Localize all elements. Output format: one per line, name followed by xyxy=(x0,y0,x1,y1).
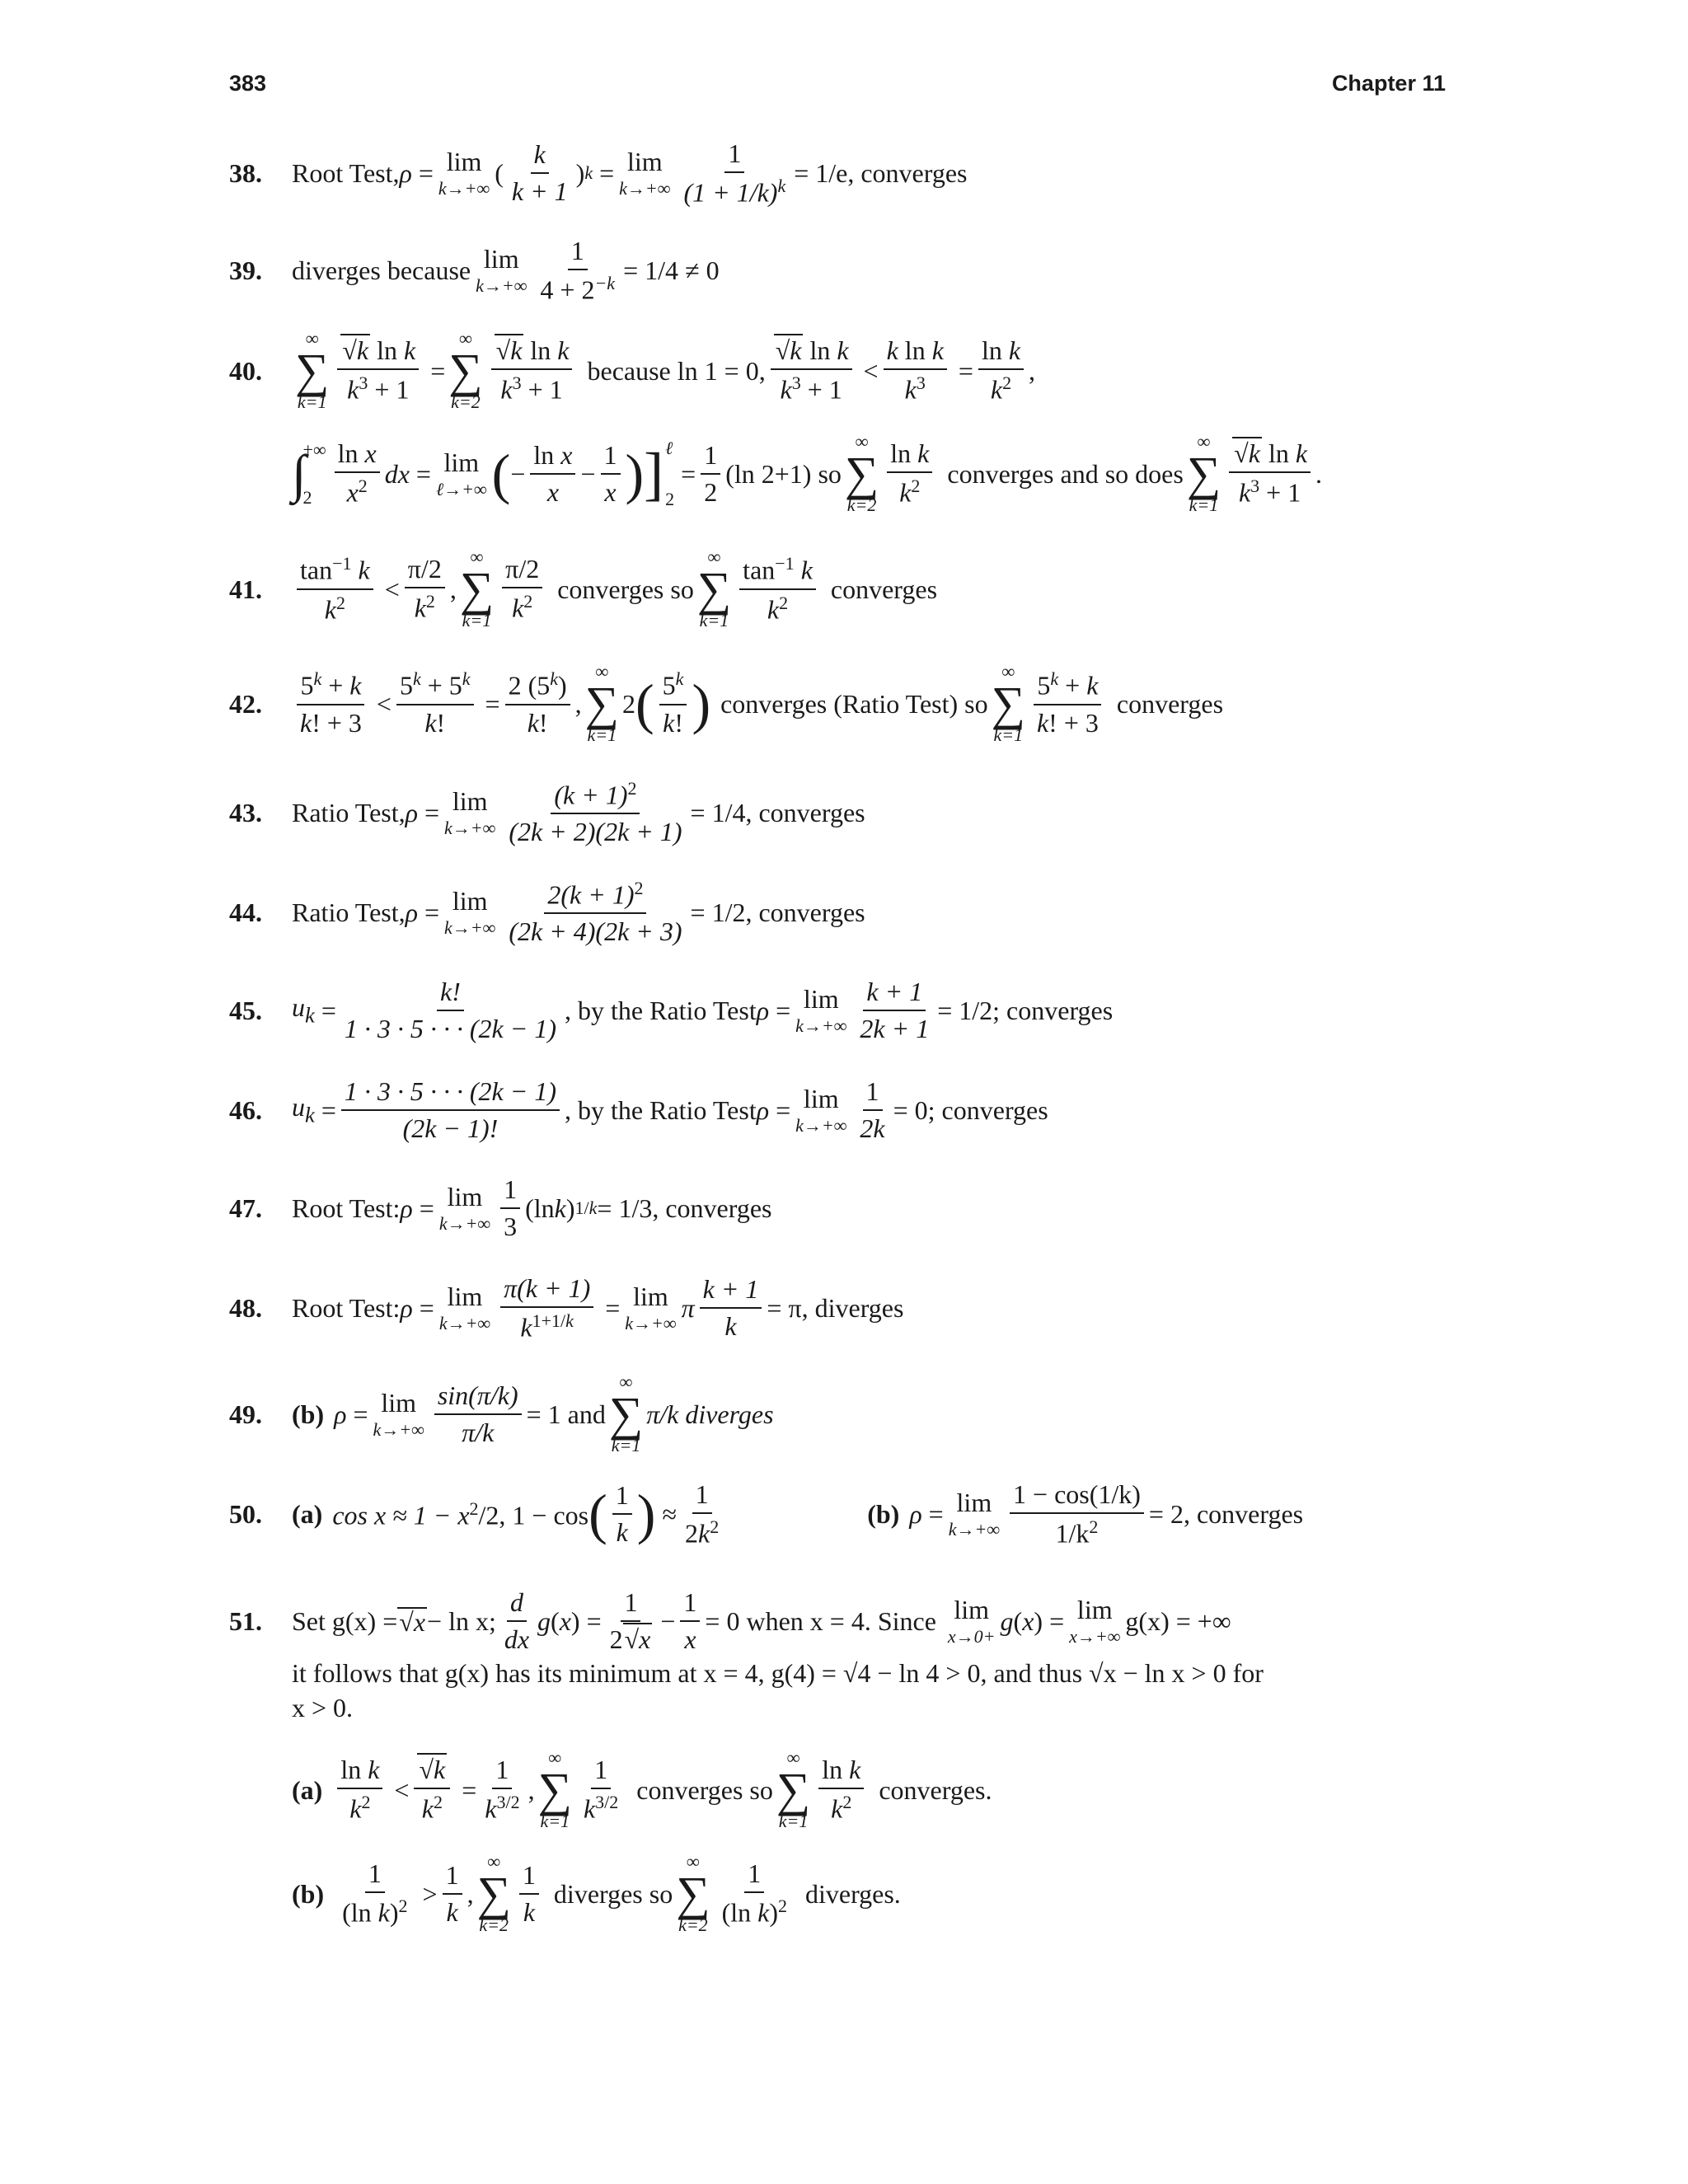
problem-number: 50. xyxy=(229,1499,262,1530)
problem-number: 44. xyxy=(229,898,262,928)
fraction: $\frac{k + 1}{k}$ xyxy=(700,1274,762,1342)
problem-44: 44. Ratio Test, ρ = lim k→+∞ $\frac{2(k + 1)^2}{(2k + 4)(2k + 3)}$ = 1/2, converges xyxy=(229,878,865,947)
fraction: $\frac{\pi(k + 1)}{k^{1+1/k}}$ xyxy=(500,1273,593,1343)
summation: ∞ ∑ k=1 xyxy=(991,661,1025,746)
limit-operator: lim k→+∞ xyxy=(476,244,528,297)
problem-text: Ratio Test, xyxy=(292,798,406,828)
problem-result: π/k diverges xyxy=(646,1399,774,1429)
problem-text: because ln 1 = 0, xyxy=(587,355,766,386)
page-number: 383 xyxy=(229,71,267,96)
problem-result: = π, diverges xyxy=(767,1293,904,1324)
problem-47: 47. Root Test: ρ = lim k→+∞ $\frac{1}{3}$ (ln k ) 1/k = 1/3, converges xyxy=(229,1174,772,1241)
summation: ∞ ∑ k=1 xyxy=(776,1747,811,1832)
problem-text: = 1 and xyxy=(526,1399,606,1429)
fraction: $\frac{1}{2k}$ xyxy=(860,1076,885,1143)
problem-number: 42. xyxy=(229,688,262,719)
part-label: (a) xyxy=(292,1774,323,1805)
problem-text: Root Test, xyxy=(292,158,400,189)
chapter-label: Chapter 11 xyxy=(1331,71,1446,96)
summation: ∞ ∑ k=1 xyxy=(295,328,330,413)
part-label: (a) xyxy=(292,1499,323,1530)
problem-45: 45. $u_k$ = $\frac{k!}{1 \cdot 3 \cdot 5 \cdot \cdot \cdot (2k - 1)}$ , by the Ratio Test ρ = lim k→+∞ $\frac{k + 1}{2k + 1}$ = 1/2; converges xyxy=(229,977,1114,1043)
fraction: $\frac{1}{(1 + 1/k)^k}$ xyxy=(683,138,786,208)
problem-text: Ratio Test, xyxy=(292,898,406,928)
problem-number: 40. xyxy=(229,355,262,386)
summation: ∞ ∑ k=1 xyxy=(1186,431,1221,516)
problem-51-line3: x > 0. xyxy=(292,1693,354,1722)
problem-number: 39. xyxy=(229,255,262,286)
problem-text: converges so xyxy=(557,574,694,604)
problem-result: = 1/4, converges xyxy=(690,798,865,828)
problem-number: 49. xyxy=(229,1399,262,1429)
problem-40-integral: ∫ +∞ 2 $\frac{\text{ln x}}{x^2}$ dx = lim ℓ→+∞ ( − $\frac{\text{ln x}}{x}$ − $\frac{1}{x}$ ) ] ℓ 2 = $\frac{1}{2}$ (ln 2+1) so ∞ ∑ k=2 $\frac{\text{ln k}}{k^2}$ converges and so does ∞ ∑ k=1 $\frac{\text{√k ln k}}{k^3 + 1}$ . xyxy=(292,431,1323,516)
fraction: $\frac{(k + 1)^2}{(2k + 2)(2k + 1)}$ xyxy=(509,778,682,847)
summation: ∞ ∑ k=1 xyxy=(584,661,620,746)
problem-result: = 0; converges xyxy=(893,1094,1048,1125)
problem-result: diverges. xyxy=(804,1878,901,1909)
problem-text: converges (Ratio Test) so xyxy=(720,688,988,719)
part-label: (b) xyxy=(292,1878,325,1909)
summation: ∞ ∑ k=2 xyxy=(448,328,483,413)
problem-50: 50. (a) $\cos x \approx 1 - x^2/2$, 1 − cos ( $\frac{1}{k}$ ) ≈ $\frac{1}{2k^2}$ (b) ρ = lim k→+∞ $\frac{1 - \cos(1/k)}{1/k^2}$ = 2, converges xyxy=(229,1479,1304,1549)
fraction: $\frac{k}{k + 1}$ xyxy=(511,139,568,207)
problem-51-part-a: (a) $\frac{\text{ln k}}{k^2}$ < $\frac{√k}{k^2}$ = $\frac{1}{k^{3/2}}$ , ∞ ∑ k=1 $\frac{1}{k^{3/2}}$ converges so ∞ ∑ k=1 $\frac{\text{ln k}}{k^2}$ converges. xyxy=(292,1747,992,1832)
problem-49: 49. (b) ρ = lim k→+∞ $\frac{\sin(\pi/k)}{\pi/k}$ = 1 and ∞ ∑ k=1 π/k diverges xyxy=(229,1371,774,1456)
problem-43: 43. Ratio Test, ρ = lim k→+∞ $\frac{(k + 1)^2}{(2k + 2)(2k + 1)}$ = 1/4, converges xyxy=(229,778,865,847)
summation: ∞ ∑ k=2 xyxy=(676,1851,710,1936)
problem-result: = 1/3, converges xyxy=(597,1193,772,1223)
problem-result: converges. xyxy=(879,1774,992,1805)
problem-text: , by the Ratio Test xyxy=(565,995,757,1025)
problem-number: 51. xyxy=(229,1605,262,1636)
fraction: $\frac{\sin(\pi/k)}{\pi/k}$ xyxy=(434,1380,522,1448)
problem-51: 51. Set g(x) = √x − ln x; $\frac{d}{dx}$ g ( x ) = $\frac{1}{2√x}$ − $\frac{1}{x}$ = 0 when x = 4. Since lim x→0+ g ( x ) = lim x→+∞ g(x) = +∞ xyxy=(229,1587,1231,1654)
problem-38: 38. Root Test, ρ = lim k→+∞ ( $\frac{k}{k + 1}$ ) k = lim k→+∞ $\frac{1}{(1 + 1/k)^k}$ = 1/e, converges xyxy=(229,138,968,208)
problem-text: , by the Ratio Test xyxy=(565,1094,757,1125)
fraction: $\frac{1 - \cos(1/k)}{1/k^2}$ xyxy=(1010,1479,1144,1549)
problem-text: = 0 when x = 4. Since xyxy=(705,1605,936,1636)
problem-number: 46. xyxy=(229,1094,262,1125)
problem-number: 41. xyxy=(229,574,262,604)
part-label: (b) xyxy=(867,1499,900,1530)
problem-number: 47. xyxy=(229,1193,262,1223)
limit-operator: lim k→+∞ xyxy=(619,147,671,199)
problem-51-line2: it follows that g(x) has its minimum at x = 4, g(4) = √4 − ln 4 > 0, and thus √x − ln x > 0 for xyxy=(292,1658,1264,1688)
problem-result: = 1/2; converges xyxy=(937,995,1114,1025)
problem-40: 40. ∞ ∑ k=1 $\frac{\text{√k ln k}}{k^3 + 1}$ = ∞ ∑ k=2 $\frac{\text{√k ln k}}{k^3 + 1}$ because ln 1 = 0, $\frac{\text{√k ln k}}{k^3 + 1}$ < $\frac{\text{k ln k}}{k^3}$ = $\frac{\text{ln k}}{k^2}$ , xyxy=(229,328,1036,413)
fraction: $\frac{k + 1}{2k + 1}$ xyxy=(860,977,930,1043)
problem-46: 46. $u_k$ = $\frac{1 \cdot 3 \cdot 5 \cdot \cdot \cdot (2k - 1)}{(2k - 1)!}$ , by the Ratio Test ρ = lim k→+∞ $\frac{1}{2k}$ = 0; converges xyxy=(229,1076,1048,1143)
problem-39 xyxy=(229,236,1482,305)
problem-result: converges xyxy=(1116,688,1224,719)
summation: ∞ ∑ k=1 xyxy=(608,1371,644,1456)
problem-number: 38. xyxy=(229,158,262,189)
problem-text: converges so xyxy=(636,1774,773,1805)
summation: ∞ ∑ k=2 xyxy=(844,431,879,516)
summation: ∞ ∑ k=1 xyxy=(696,546,732,631)
problem-text: diverges because xyxy=(292,255,471,286)
problem-48: 48. Root Test: ρ = lim k→+∞ $\frac{\pi(k + 1)}{k^{1+1/k}}$ = lim k→+∞ π $\frac{k + 1}{k}$ = π, diverges xyxy=(229,1273,904,1343)
problem-text: Root Test: xyxy=(292,1193,401,1223)
problem-text: converges and so does xyxy=(947,458,1184,489)
problem-number: 43. xyxy=(229,798,262,828)
fraction: $\frac{2(k + 1)^2}{(2k + 4)(2k + 3)}$ xyxy=(509,878,682,947)
problem-result: = 1/e, converges xyxy=(794,158,968,189)
summation: ∞ ∑ k=1 xyxy=(537,1747,572,1832)
summation: ∞ ∑ k=1 xyxy=(459,546,495,631)
rho-symbol: ρ xyxy=(399,158,412,189)
problem-result: = 2, converges xyxy=(1148,1499,1304,1530)
problem-text: diverges so xyxy=(553,1878,673,1909)
problem-result: = 1/2, converges xyxy=(690,898,865,928)
problem-result: g(x) = +∞ xyxy=(1125,1605,1231,1636)
part-label: (b) xyxy=(292,1399,325,1429)
limit-operator: lim k→+∞ xyxy=(438,147,490,199)
summation: ∞ ∑ k=2 xyxy=(476,1851,511,1936)
fraction: $\frac{1}{4 + 2^{-k}}$ xyxy=(540,236,616,305)
problem-result: = 1/4 ≠ 0 xyxy=(623,255,720,286)
fraction: $\frac{k!}{1 \cdot 3 \cdot 5 \cdot \cdot \cdot (2k - 1)}$ xyxy=(344,977,556,1043)
problem-number: 48. xyxy=(229,1293,262,1324)
problem-51-part-b: (b) $\frac{1}{(\ln k)^2}$ > $\frac{1}{k}$ , ∞ ∑ k=2 $\frac{1}{k}$ diverges so ∞ ∑ k=2 $\frac{1}{(\ln k)^2}$ diverges. xyxy=(292,1851,901,1936)
fraction: $\frac{1 \cdot 3 \cdot 5 \cdot \cdot \cdot (2k - 1)}{(2k - 1)!}$ xyxy=(341,1076,560,1144)
problem-42: 42. $\frac{5^k + k}{k! + 3}$ < $\frac{5^k + 5^k}{k!}$ = $\frac{2 (5^k)}{k!}$ , ∞ ∑ k=1 2 ( $\frac{5^k}{k!}$ ) converges (Ratio Test) so ∞ ∑ k=1 $\frac{5^k + k}{k! + 3}$ converges xyxy=(229,661,1224,746)
problem-41: 41. $\frac{\tan^{-1} k}{k^2}$ < $\frac{\pi/2}{k^2}$ , ∞ ∑ k=1 $\frac{\pi/2}{k^2}$ converges so ∞ ∑ k=1 $\frac{\tan^{-1} k}{k^2}$ converges xyxy=(229,546,938,631)
integral: ∫ +∞ 2 xyxy=(292,438,326,508)
problem-text: Root Test: xyxy=(292,1293,401,1324)
problem-number: 45. xyxy=(229,995,262,1025)
problem-result: converges xyxy=(830,574,938,604)
